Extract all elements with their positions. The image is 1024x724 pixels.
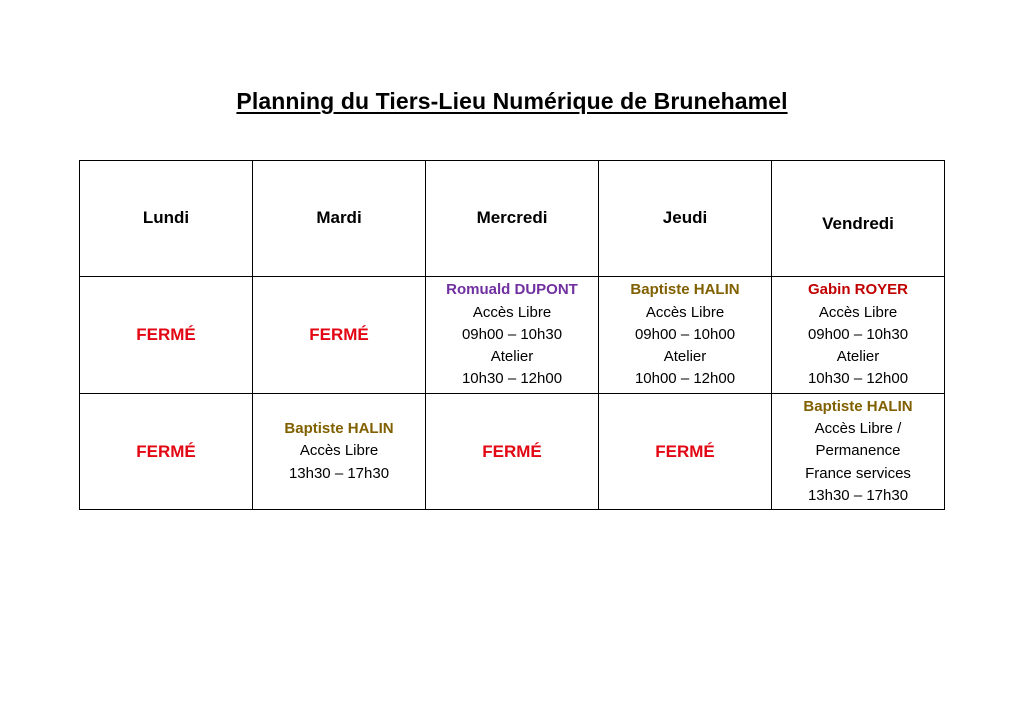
day-header-jeudi bbox=[599, 161, 772, 277]
slot-line: Accès Libre / bbox=[814, 420, 902, 438]
closed-label: FERMÉ bbox=[482, 441, 542, 461]
closed-label: FERMÉ bbox=[655, 441, 715, 461]
day-label: Vendredi bbox=[822, 213, 894, 233]
slot-line: Accès Libre bbox=[472, 303, 552, 321]
slot-line: 10h00 – 12h00 bbox=[634, 370, 736, 388]
staff-name: Gabin ROYER bbox=[807, 281, 908, 299]
slot-line: 10h30 – 12h00 bbox=[807, 370, 909, 388]
slot-line: Atelier bbox=[490, 348, 534, 366]
staff-name: Baptiste HALIN bbox=[630, 281, 740, 299]
day-header-mercredi bbox=[426, 161, 599, 277]
cell-jeudi-afternoon bbox=[599, 394, 772, 510]
staff-name: Romuald DUPONT bbox=[446, 281, 578, 299]
schedule-table bbox=[79, 160, 945, 510]
day-label: Jeudi bbox=[662, 207, 708, 227]
day-header-lundi bbox=[80, 161, 253, 277]
staff-name: Baptiste HALIN bbox=[284, 420, 394, 438]
cell-lundi-afternoon bbox=[80, 394, 253, 510]
slot-line: 13h30 – 17h30 bbox=[288, 464, 390, 482]
day-header-mardi bbox=[253, 161, 426, 277]
closed-label: FERMÉ bbox=[136, 441, 196, 461]
closed-label: FERMÉ bbox=[309, 325, 369, 344]
day-label: Mardi bbox=[316, 207, 362, 227]
day-header-vendredi bbox=[772, 161, 945, 277]
slot-line: Accès Libre bbox=[818, 303, 898, 321]
schedule-row-afternoon bbox=[80, 394, 945, 510]
slot-line: Accès Libre bbox=[645, 303, 725, 321]
time-slot bbox=[253, 418, 425, 485]
slot-line: Atelier bbox=[836, 348, 880, 366]
slot-line: 09h00 – 10h30 bbox=[461, 325, 563, 343]
header-row bbox=[80, 161, 945, 277]
slot-line: Accès Libre bbox=[299, 442, 379, 460]
slot-line: Atelier bbox=[663, 348, 707, 366]
closed-label: FERMÉ bbox=[136, 325, 196, 344]
time-slot bbox=[426, 279, 598, 390]
cell-mercredi-afternoon bbox=[426, 394, 599, 510]
slot-line: Permanence bbox=[815, 442, 901, 460]
cell-mardi-morning bbox=[253, 277, 426, 394]
day-label: Lundi bbox=[142, 207, 190, 227]
slot-line: 09h00 – 10h30 bbox=[807, 325, 909, 343]
slot-line: 13h30 – 17h30 bbox=[807, 486, 909, 504]
cell-vendredi-morning bbox=[772, 277, 945, 394]
time-slot bbox=[772, 279, 944, 390]
slot-line: 09h00 – 10h00 bbox=[634, 325, 736, 343]
staff-name: Baptiste HALIN bbox=[803, 397, 913, 415]
slot-line: France services bbox=[805, 464, 911, 482]
slot-line: 10h30 – 12h00 bbox=[461, 370, 563, 388]
page-title: Planning du Tiers-Lieu Numérique de Brunehamel bbox=[236, 88, 788, 114]
cell-lundi-morning bbox=[80, 277, 253, 394]
cell-jeudi-morning bbox=[599, 277, 772, 394]
time-slot bbox=[772, 396, 944, 507]
cell-vendredi-afternoon bbox=[772, 394, 945, 510]
time-slot bbox=[599, 279, 771, 390]
schedule-row-morning bbox=[80, 277, 945, 394]
day-label: Mercredi bbox=[476, 207, 548, 227]
cell-mardi-afternoon bbox=[253, 394, 426, 510]
cell-mercredi-morning bbox=[426, 277, 599, 394]
